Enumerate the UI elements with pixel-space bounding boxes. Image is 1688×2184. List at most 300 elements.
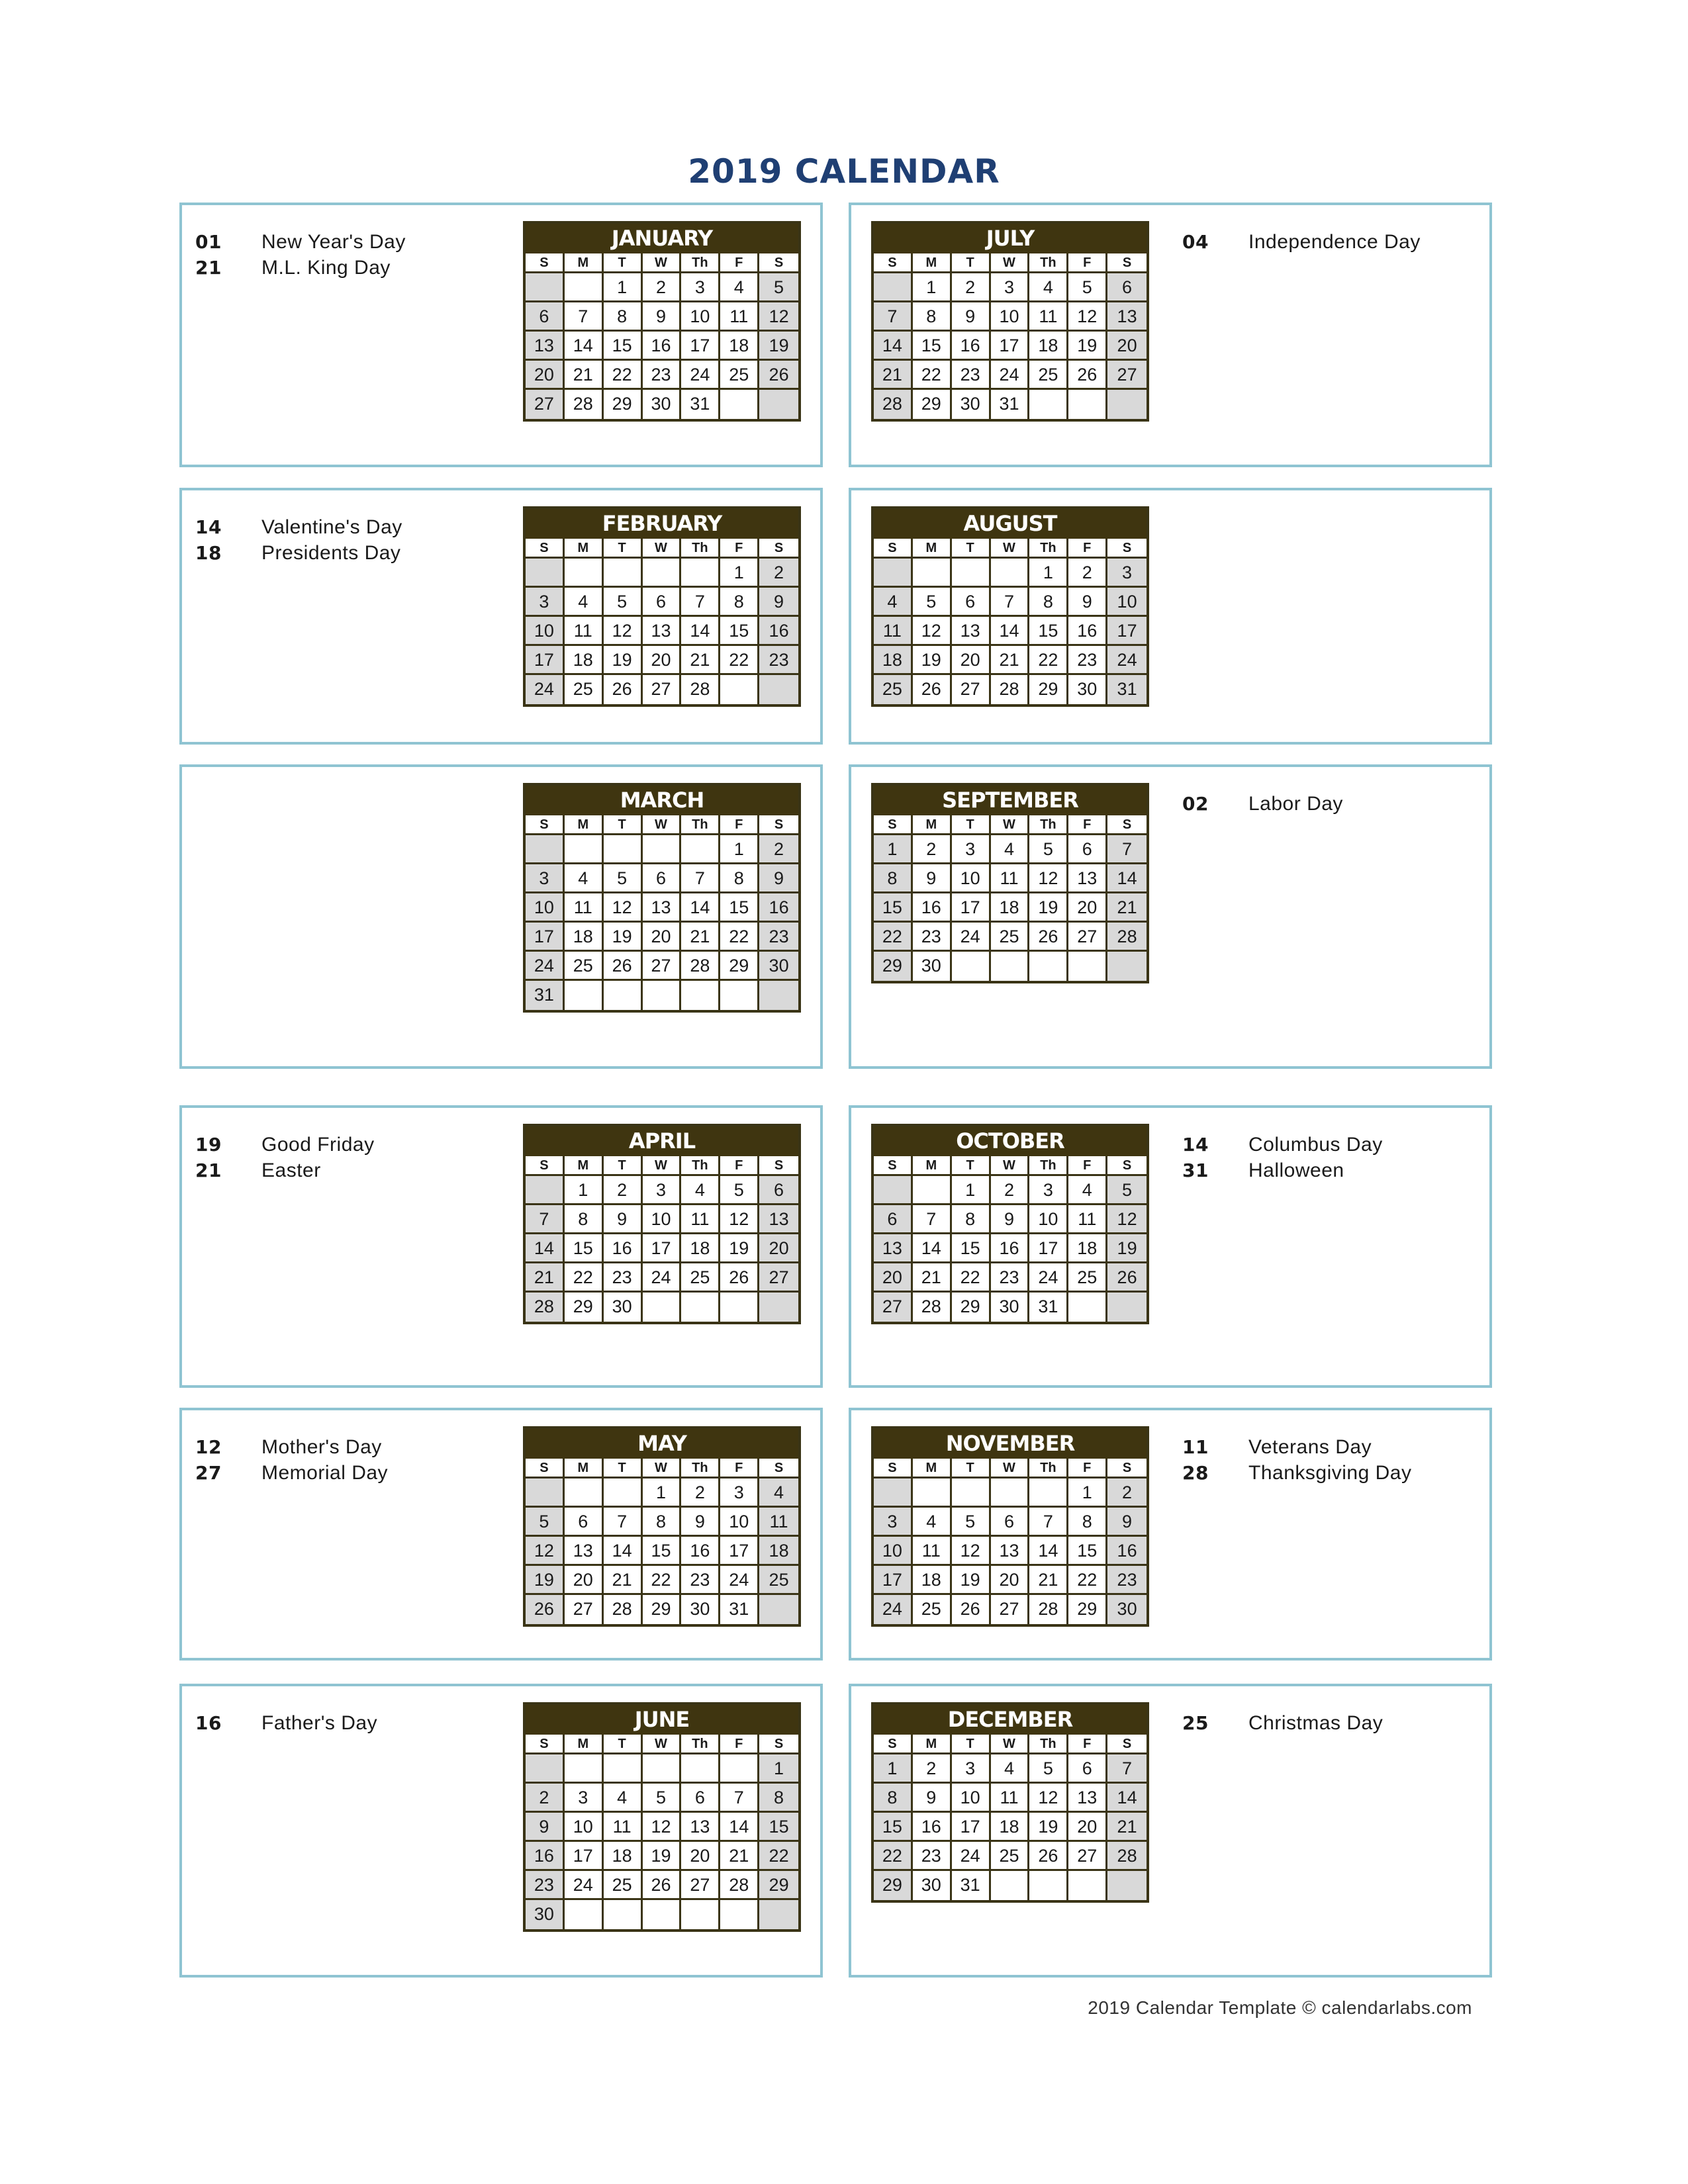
weekday-header: M xyxy=(913,1735,952,1754)
day-cell: 10 xyxy=(681,302,720,332)
weekday-header: S xyxy=(526,253,565,273)
weekday-header: F xyxy=(1068,1735,1107,1754)
day-cell: 13 xyxy=(681,1813,720,1842)
holiday-name: Labor Day xyxy=(1248,793,1343,815)
day-cell: 10 xyxy=(874,1537,913,1566)
empty-cell xyxy=(991,952,1030,981)
day-cell: 7 xyxy=(565,302,604,332)
month-grid xyxy=(874,1156,1147,1322)
day-cell: 21 xyxy=(1107,893,1147,923)
empty-cell xyxy=(952,952,991,981)
empty-cell xyxy=(952,1479,991,1508)
holiday-list xyxy=(195,1710,377,1736)
holiday-date: 28 xyxy=(1182,1462,1209,1484)
day-cell: 23 xyxy=(604,1263,643,1293)
day-cell: 14 xyxy=(874,332,913,361)
weekday-header: S xyxy=(526,539,565,559)
weekday-header: S xyxy=(759,1459,798,1479)
empty-cell xyxy=(720,675,759,704)
day-cell: 2 xyxy=(526,1784,565,1813)
day-cell: 15 xyxy=(720,893,759,923)
day-cell: 20 xyxy=(565,1566,604,1595)
day-cell: 11 xyxy=(874,617,913,646)
day-cell: 20 xyxy=(1068,1813,1107,1842)
empty-cell xyxy=(759,675,798,704)
weekday-header: S xyxy=(1107,1156,1147,1176)
day-cell: 13 xyxy=(643,617,682,646)
weekday-header: Th xyxy=(681,1156,720,1176)
day-cell: 6 xyxy=(874,1205,913,1234)
day-cell: 4 xyxy=(913,1508,952,1537)
empty-cell xyxy=(1029,952,1068,981)
day-cell: 1 xyxy=(565,1176,604,1205)
holiday-name: Christmas Day xyxy=(1248,1712,1383,1734)
day-cell: 24 xyxy=(643,1263,682,1293)
empty-cell xyxy=(526,1479,565,1508)
day-cell: 11 xyxy=(759,1508,798,1537)
day-cell: 8 xyxy=(720,864,759,893)
day-cell: 9 xyxy=(604,1205,643,1234)
day-cell: 10 xyxy=(526,893,565,923)
month-name: MAY xyxy=(526,1429,798,1459)
day-cell: 9 xyxy=(681,1508,720,1537)
day-cell: 9 xyxy=(913,864,952,893)
weekday-header: F xyxy=(1068,1156,1107,1176)
day-cell: 4 xyxy=(604,1784,643,1813)
weekday-header: S xyxy=(759,1735,798,1754)
day-cell: 31 xyxy=(720,1595,759,1624)
holiday-name: Easter xyxy=(261,1160,321,1181)
day-cell: 22 xyxy=(952,1263,991,1293)
day-cell: 8 xyxy=(759,1784,798,1813)
empty-cell xyxy=(1068,390,1107,419)
weekday-header: T xyxy=(604,1735,643,1754)
day-cell: 28 xyxy=(1107,1842,1147,1871)
day-cell: 25 xyxy=(1029,361,1068,390)
day-cell: 6 xyxy=(565,1508,604,1537)
empty-cell xyxy=(526,559,565,588)
day-cell: 17 xyxy=(526,923,565,952)
day-cell: 17 xyxy=(643,1234,682,1263)
holiday-list xyxy=(1182,1132,1383,1183)
day-cell: 28 xyxy=(991,675,1030,704)
weekday-header: Th xyxy=(681,1459,720,1479)
day-cell: 16 xyxy=(952,332,991,361)
day-cell: 5 xyxy=(952,1508,991,1537)
weekday-header: F xyxy=(720,1156,759,1176)
day-cell: 19 xyxy=(1068,332,1107,361)
day-cell: 2 xyxy=(952,273,991,302)
day-cell: 26 xyxy=(1107,1263,1147,1293)
empty-cell xyxy=(681,981,720,1010)
day-cell: 10 xyxy=(526,617,565,646)
day-cell: 18 xyxy=(991,1813,1030,1842)
day-cell: 7 xyxy=(1107,835,1147,864)
day-cell: 13 xyxy=(952,617,991,646)
day-cell: 27 xyxy=(526,390,565,419)
weekday-header: S xyxy=(526,1156,565,1176)
day-cell: 23 xyxy=(991,1263,1030,1293)
day-cell: 1 xyxy=(643,1479,682,1508)
holiday-name: Halloween xyxy=(1248,1160,1344,1181)
holiday-date: 18 xyxy=(195,542,222,564)
day-cell: 14 xyxy=(604,1537,643,1566)
day-cell: 18 xyxy=(565,923,604,952)
day-cell: 20 xyxy=(991,1566,1030,1595)
empty-cell xyxy=(991,1479,1030,1508)
day-cell: 5 xyxy=(643,1784,682,1813)
month-name: NOVEMBER xyxy=(874,1429,1147,1459)
weekday-header: M xyxy=(565,1459,604,1479)
weekday-header: M xyxy=(913,253,952,273)
month-calendar xyxy=(523,506,801,707)
empty-cell xyxy=(1068,952,1107,981)
day-cell: 20 xyxy=(643,646,682,675)
day-cell: 6 xyxy=(952,588,991,617)
day-cell: 22 xyxy=(604,361,643,390)
weekday-header: S xyxy=(759,539,798,559)
day-cell: 29 xyxy=(1029,675,1068,704)
holiday-list xyxy=(195,229,406,281)
day-cell: 16 xyxy=(1107,1537,1147,1566)
day-cell: 9 xyxy=(952,302,991,332)
month-grid xyxy=(526,539,798,704)
day-cell: 25 xyxy=(565,952,604,981)
day-cell: 11 xyxy=(720,302,759,332)
day-cell: 7 xyxy=(604,1508,643,1537)
day-cell: 13 xyxy=(1068,1784,1107,1813)
day-cell: 10 xyxy=(991,302,1030,332)
day-cell: 20 xyxy=(643,923,682,952)
day-cell: 27 xyxy=(643,952,682,981)
day-cell: 5 xyxy=(1068,273,1107,302)
holiday-name: Independence Day xyxy=(1248,231,1421,253)
day-cell: 12 xyxy=(1068,302,1107,332)
day-cell: 13 xyxy=(874,1234,913,1263)
weekday-header: S xyxy=(1107,1459,1147,1479)
day-cell: 2 xyxy=(1107,1479,1147,1508)
day-cell: 29 xyxy=(952,1293,991,1322)
day-cell: 3 xyxy=(720,1479,759,1508)
weekday-header: S xyxy=(526,1735,565,1754)
weekday-header: M xyxy=(565,1735,604,1754)
month-name: JUNE xyxy=(526,1705,798,1735)
empty-cell xyxy=(604,559,643,588)
empty-cell xyxy=(1107,1293,1147,1322)
day-cell: 3 xyxy=(681,273,720,302)
day-cell: 18 xyxy=(991,893,1030,923)
day-cell: 1 xyxy=(1068,1479,1107,1508)
day-cell: 27 xyxy=(1068,1842,1107,1871)
empty-cell xyxy=(681,559,720,588)
day-cell: 3 xyxy=(952,835,991,864)
day-cell: 12 xyxy=(759,302,798,332)
day-cell: 4 xyxy=(874,588,913,617)
day-cell: 15 xyxy=(874,893,913,923)
day-cell: 25 xyxy=(1068,1263,1107,1293)
weekday-header: W xyxy=(643,1459,682,1479)
day-cell: 13 xyxy=(1107,302,1147,332)
day-cell: 28 xyxy=(1107,923,1147,952)
holiday-name: Valentine's Day xyxy=(261,516,402,538)
month-grid xyxy=(874,815,1147,981)
day-cell: 24 xyxy=(681,361,720,390)
weekday-header: S xyxy=(874,815,913,835)
month-grid xyxy=(526,1459,798,1624)
day-cell: 30 xyxy=(1107,1595,1147,1624)
month-name: AUGUST xyxy=(874,509,1147,539)
weekday-header: T xyxy=(952,1735,991,1754)
weekday-header: T xyxy=(604,815,643,835)
holiday-date: 01 xyxy=(195,231,222,253)
empty-cell xyxy=(1068,1871,1107,1900)
day-cell: 31 xyxy=(991,390,1030,419)
day-cell: 26 xyxy=(913,675,952,704)
day-cell: 1 xyxy=(874,835,913,864)
day-cell: 4 xyxy=(720,273,759,302)
weekday-header: F xyxy=(720,1459,759,1479)
day-cell: 29 xyxy=(759,1871,798,1900)
day-cell: 15 xyxy=(913,332,952,361)
day-cell: 23 xyxy=(1107,1566,1147,1595)
day-cell: 29 xyxy=(643,1595,682,1624)
day-cell: 6 xyxy=(681,1784,720,1813)
weekday-header: S xyxy=(759,1156,798,1176)
day-cell: 21 xyxy=(526,1263,565,1293)
day-cell: 30 xyxy=(643,390,682,419)
day-cell: 19 xyxy=(604,646,643,675)
holiday-item xyxy=(1182,229,1421,255)
empty-cell xyxy=(643,1754,682,1784)
day-cell: 26 xyxy=(952,1595,991,1624)
day-cell: 21 xyxy=(565,361,604,390)
holiday-list xyxy=(195,514,402,566)
day-cell: 22 xyxy=(874,1842,913,1871)
weekday-header: T xyxy=(952,1459,991,1479)
day-cell: 26 xyxy=(720,1263,759,1293)
holiday-list xyxy=(1182,791,1343,817)
weekday-header: F xyxy=(1068,253,1107,273)
day-cell: 11 xyxy=(604,1813,643,1842)
empty-cell xyxy=(759,1595,798,1624)
holiday-list xyxy=(1182,229,1421,255)
day-cell: 4 xyxy=(565,864,604,893)
day-cell: 8 xyxy=(565,1205,604,1234)
day-cell: 11 xyxy=(565,617,604,646)
day-cell: 5 xyxy=(759,273,798,302)
day-cell: 16 xyxy=(759,617,798,646)
weekday-header: F xyxy=(1068,1459,1107,1479)
month-name: MARCH xyxy=(526,786,798,815)
day-cell: 16 xyxy=(604,1234,643,1263)
day-cell: 10 xyxy=(565,1813,604,1842)
day-cell: 3 xyxy=(526,864,565,893)
day-cell: 16 xyxy=(913,893,952,923)
month-panel-june xyxy=(179,1684,823,1978)
day-cell: 10 xyxy=(952,864,991,893)
holiday-item xyxy=(195,1460,388,1486)
holiday-item xyxy=(1182,1710,1383,1736)
day-cell: 24 xyxy=(1107,646,1147,675)
day-cell: 25 xyxy=(604,1871,643,1900)
holiday-date: 04 xyxy=(1182,231,1209,253)
weekday-header: Th xyxy=(1029,1459,1068,1479)
day-cell: 15 xyxy=(604,332,643,361)
day-cell: 2 xyxy=(913,835,952,864)
day-cell: 10 xyxy=(1029,1205,1068,1234)
day-cell: 8 xyxy=(1029,588,1068,617)
day-cell: 15 xyxy=(952,1234,991,1263)
day-cell: 18 xyxy=(874,646,913,675)
day-cell: 26 xyxy=(526,1595,565,1624)
empty-cell xyxy=(681,1900,720,1929)
empty-cell xyxy=(565,835,604,864)
day-cell: 30 xyxy=(991,1293,1030,1322)
empty-cell xyxy=(874,273,913,302)
day-cell: 14 xyxy=(991,617,1030,646)
day-cell: 21 xyxy=(720,1842,759,1871)
day-cell: 12 xyxy=(1029,1784,1068,1813)
month-panel-october xyxy=(849,1105,1492,1388)
day-cell: 23 xyxy=(1068,646,1107,675)
day-cell: 15 xyxy=(720,617,759,646)
day-cell: 4 xyxy=(991,1754,1030,1784)
day-cell: 15 xyxy=(874,1813,913,1842)
day-cell: 6 xyxy=(643,864,682,893)
empty-cell xyxy=(681,1754,720,1784)
day-cell: 18 xyxy=(1068,1234,1107,1263)
empty-cell xyxy=(1029,390,1068,419)
day-cell: 19 xyxy=(952,1566,991,1595)
day-cell: 30 xyxy=(759,952,798,981)
day-cell: 18 xyxy=(604,1842,643,1871)
day-cell: 30 xyxy=(913,952,952,981)
day-cell: 7 xyxy=(526,1205,565,1234)
weekday-header: F xyxy=(1068,539,1107,559)
day-cell: 28 xyxy=(681,952,720,981)
day-cell: 29 xyxy=(874,952,913,981)
weekday-header: W xyxy=(643,253,682,273)
empty-cell xyxy=(604,1479,643,1508)
month-panel-september xyxy=(849,764,1492,1069)
holiday-date: 02 xyxy=(1182,793,1209,815)
day-cell: 9 xyxy=(526,1813,565,1842)
day-cell: 23 xyxy=(681,1566,720,1595)
day-cell: 30 xyxy=(604,1293,643,1322)
day-cell: 31 xyxy=(681,390,720,419)
empty-cell xyxy=(643,981,682,1010)
day-cell: 5 xyxy=(1107,1176,1147,1205)
empty-cell xyxy=(681,1293,720,1322)
weekday-header: S xyxy=(1107,539,1147,559)
day-cell: 16 xyxy=(1068,617,1107,646)
month-grid xyxy=(874,539,1147,704)
empty-cell xyxy=(1068,1293,1107,1322)
day-cell: 19 xyxy=(526,1566,565,1595)
day-cell: 7 xyxy=(681,588,720,617)
day-cell: 8 xyxy=(952,1205,991,1234)
month-calendar xyxy=(523,221,801,422)
day-cell: 7 xyxy=(1029,1508,1068,1537)
holiday-date: 31 xyxy=(1182,1160,1209,1181)
day-cell: 20 xyxy=(526,361,565,390)
empty-cell xyxy=(1029,1871,1068,1900)
weekday-header: T xyxy=(952,253,991,273)
day-cell: 4 xyxy=(681,1176,720,1205)
day-cell: 9 xyxy=(759,588,798,617)
day-cell: 17 xyxy=(991,332,1030,361)
weekday-header: S xyxy=(874,1459,913,1479)
month-grid xyxy=(526,815,798,1010)
day-cell: 24 xyxy=(991,361,1030,390)
day-cell: 1 xyxy=(720,559,759,588)
day-cell: 13 xyxy=(759,1205,798,1234)
month-grid xyxy=(526,253,798,419)
day-cell: 10 xyxy=(643,1205,682,1234)
holiday-list xyxy=(195,1434,388,1486)
holiday-date: 12 xyxy=(195,1436,222,1458)
month-calendar xyxy=(523,1124,801,1324)
month-name: SEPTEMBER xyxy=(874,786,1147,815)
month-panel-march xyxy=(179,764,823,1069)
day-cell: 22 xyxy=(1068,1566,1107,1595)
weekday-header: W xyxy=(991,539,1030,559)
day-cell: 3 xyxy=(952,1754,991,1784)
holiday-item xyxy=(1182,1460,1411,1486)
month-panel-april xyxy=(179,1105,823,1388)
day-cell: 14 xyxy=(681,617,720,646)
day-cell: 29 xyxy=(720,952,759,981)
day-cell: 25 xyxy=(874,675,913,704)
day-cell: 10 xyxy=(1107,588,1147,617)
day-cell: 6 xyxy=(1107,273,1147,302)
weekday-header: S xyxy=(874,1156,913,1176)
month-panel-december xyxy=(849,1684,1492,1978)
day-cell: 7 xyxy=(681,864,720,893)
day-cell: 2 xyxy=(913,1754,952,1784)
day-cell: 25 xyxy=(991,923,1030,952)
day-cell: 17 xyxy=(681,332,720,361)
day-cell: 1 xyxy=(874,1754,913,1784)
holiday-date: 14 xyxy=(1182,1134,1209,1156)
holiday-date: 16 xyxy=(195,1712,222,1734)
day-cell: 22 xyxy=(874,923,913,952)
day-cell: 23 xyxy=(913,1842,952,1871)
day-cell: 24 xyxy=(720,1566,759,1595)
day-cell: 25 xyxy=(759,1566,798,1595)
day-cell: 12 xyxy=(1107,1205,1147,1234)
weekday-header: M xyxy=(913,539,952,559)
weekday-header: T xyxy=(952,539,991,559)
day-cell: 19 xyxy=(759,332,798,361)
day-cell: 28 xyxy=(681,675,720,704)
day-cell: 17 xyxy=(952,1813,991,1842)
day-cell: 4 xyxy=(565,588,604,617)
day-cell: 28 xyxy=(604,1595,643,1624)
day-cell: 13 xyxy=(565,1537,604,1566)
day-cell: 28 xyxy=(874,390,913,419)
day-cell: 12 xyxy=(604,617,643,646)
day-cell: 1 xyxy=(720,835,759,864)
day-cell: 6 xyxy=(759,1176,798,1205)
day-cell: 12 xyxy=(604,893,643,923)
holiday-item xyxy=(1182,791,1343,817)
day-cell: 19 xyxy=(720,1234,759,1263)
month-grid xyxy=(526,1156,798,1322)
holiday-name: M.L. King Day xyxy=(261,257,391,279)
day-cell: 2 xyxy=(759,835,798,864)
empty-cell xyxy=(643,559,682,588)
